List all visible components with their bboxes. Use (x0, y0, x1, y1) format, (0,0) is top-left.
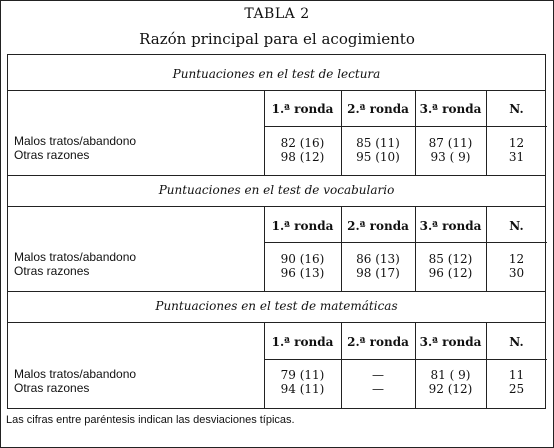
cell-value: 85 (11) (356, 136, 400, 150)
col-header-ronda-3: 3.ª ronda (419, 335, 482, 349)
footnote: Las cifras entre paréntesis indican las desviaciones típicas. (6, 414, 295, 426)
col-header-n: N. (509, 335, 524, 349)
cell-value: 92 (12) (428, 382, 473, 396)
row-label-malos-tratos: Malos tratos/abandono (14, 250, 137, 264)
cell-value: 12 (508, 136, 525, 150)
cell-value: 82 (16) (280, 136, 325, 150)
cell-value: 12 (508, 252, 525, 266)
divider (8, 206, 545, 207)
col-header-ronda-3: 3.ª ronda (419, 102, 482, 116)
col-header-ronda-1: 1.ª ronda (271, 219, 334, 233)
table-caption: Razón principal para el acogimiento (139, 30, 415, 48)
cell-value: 11 (508, 368, 525, 382)
col-header-ronda-2: 2.ª ronda (347, 335, 409, 349)
section-title-lectura: Puntuaciones en el test de lectura (172, 67, 381, 81)
cell-value: 81 ( 9) (430, 368, 471, 382)
cell-value: 98 (12) (280, 150, 325, 164)
cell-value: 85 (12) (428, 252, 473, 266)
cell-value: 79 (11) (280, 368, 325, 382)
cell-value: 98 (17) (356, 266, 400, 280)
col-header-n: N. (509, 102, 524, 116)
cell-value: — (372, 382, 384, 396)
col-header-ronda-2: 2.ª ronda (347, 219, 409, 233)
table-number: TABLA 2 (244, 6, 310, 22)
cell-value: 87 (11) (428, 136, 473, 150)
col-header-ronda-3: 3.ª ronda (419, 219, 482, 233)
col-header-ronda-1: 1.ª ronda (271, 102, 334, 116)
row-label-otras-razones: Otras razones (14, 381, 90, 395)
cell-value: 30 (508, 266, 525, 280)
section-divider (8, 175, 545, 176)
cell-value: 95 (10) (356, 150, 400, 164)
row-label-malos-tratos: Malos tratos/abandono (14, 134, 137, 148)
col-header-ronda-1: 1.ª ronda (271, 335, 334, 349)
divider (264, 242, 547, 243)
section-title-matematicas: Puntuaciones en el test de matemáticas (155, 299, 398, 313)
cell-value: 96 (13) (280, 266, 325, 280)
results-table (7, 54, 546, 409)
cell-value: 93 ( 9) (430, 150, 471, 164)
section-divider (8, 291, 545, 292)
divider (264, 126, 547, 127)
row-label-malos-tratos: Malos tratos/abandono (14, 367, 137, 381)
divider (264, 359, 547, 360)
col-header-ronda-2: 2.ª ronda (347, 102, 409, 116)
col-header-n: N. (509, 219, 524, 233)
divider (8, 90, 545, 91)
divider (8, 322, 545, 323)
cell-value: 90 (16) (280, 252, 325, 266)
cell-value: 94 (11) (280, 382, 325, 396)
cell-value: 31 (508, 150, 525, 164)
section-title-vocabulario: Puntuaciones en el test de vocabulario (158, 183, 395, 197)
row-label-otras-razones: Otras razones (14, 148, 90, 162)
row-label-otras-razones: Otras razones (14, 264, 90, 278)
cell-value: — (372, 368, 384, 382)
cell-value: 96 (12) (428, 266, 473, 280)
cell-value: 86 (13) (356, 252, 400, 266)
cell-value: 25 (508, 382, 525, 396)
